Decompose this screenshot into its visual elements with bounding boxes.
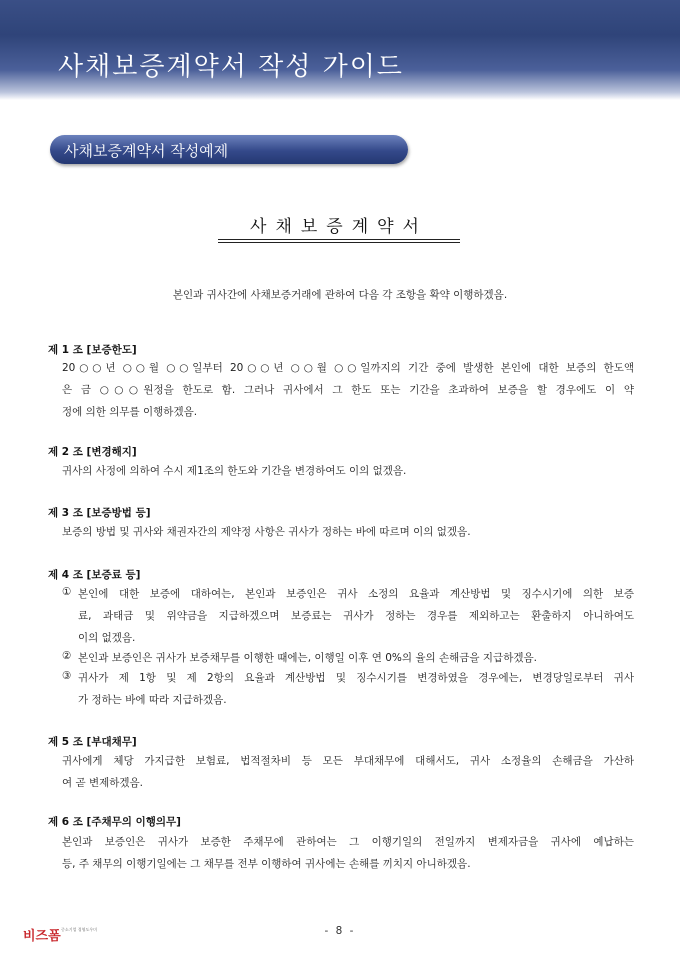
article-4-item-line: 본인에 대한 보증에 대하여는, 본인과 보증인은 귀사 소정의 요율과 계산방법 및 징수시기에 의한 보증: [78, 588, 634, 600]
guide-title: 사채보증계약서 작성 가이드: [58, 52, 404, 82]
logo-text: 비즈폼: [23, 929, 61, 944]
article-1-heading: 제 1 조 [보증한도]: [48, 344, 137, 356]
title-underline-2: [218, 242, 460, 243]
item-mark: ①: [62, 586, 72, 598]
article-6-line: 본인과 보증인은 귀사가 보증한 주채무에 관하여는 그 이행기일의 전일까지 변제자금을 귀사에 예납하는: [62, 836, 634, 848]
document-title: 사채보증계약서: [250, 217, 428, 237]
article-5-line: 여 곧 변제하겠음.: [62, 777, 144, 789]
article-4-item-line: 귀사가 제 1항 및 제 2항의 요율과 계산방법 및 징수시기를 변경하였을 경우에는, 변경당일로부터 귀사: [78, 672, 634, 684]
article-4-item-line: 료, 과태금 및 위약금을 지급하겠으며 보증료는 귀사가 정하는 경우를 제외하고는 환출하지 아니하여도: [78, 610, 634, 622]
logo-tagline: 중소기업 경영도우미: [61, 927, 98, 932]
page-number: - 8 -: [324, 925, 356, 937]
article-3-line: 보증의 방법 및 귀사와 채권자간의 제약정 사항은 귀사가 정하는 바에 따르며 이의 없겠음.: [62, 526, 471, 538]
article-5-line: 귀사에게 체당 가지급한 보험료, 법적절차비 등 모든 부대채무에 대해서도, 귀사 소정율의 손해금을 가산하: [62, 755, 634, 767]
article-6-line: 등, 주 채무의 이행기일에는 그 채무를 전부 이행하여 귀사에는 손해를 끼치지 아니하겠음.: [62, 858, 471, 870]
item-mark: ③: [62, 670, 72, 682]
article-6-heading: 제 6 조 [주채무의 이행의무]: [48, 816, 181, 828]
article-4-heading: 제 4 조 [보증료 등]: [48, 569, 141, 581]
bizform-logo: [23, 925, 113, 945]
article-4-item-line: 가 정하는 바에 따라 지급하겠음.: [78, 694, 227, 706]
article-4-item-line: 이의 없겠음.: [78, 632, 136, 644]
article-2-line: 귀사의 사정에 의하여 수시 제1조의 한도와 기간을 변경하여도 이의 없겠음.: [62, 465, 407, 477]
item-mark: ②: [62, 650, 72, 662]
header-banner: [0, 0, 680, 100]
article-1-line: 20○○년 ○○월 ○○일부터 20○○년 ○○월 ○○일까지의 기간 중에 발생한 본인에 대한 보증의 한도액: [62, 362, 634, 374]
intro-text: 본인과 귀사간에 사채보증거래에 관하여 다음 각 조항을 확약 이행하겠음.: [172, 289, 508, 301]
article-5-heading: 제 5 조 [부대채무]: [48, 736, 137, 748]
article-1-line: 은 금 ○○○원정을 한도로 함. 그러나 귀사에서 그 한도 또는 기간을 초과하여 보증을 할 경우에도 이 약: [62, 384, 634, 396]
section-label-text: 사채보증계약서 작성예제: [64, 142, 229, 160]
section-label: [50, 135, 408, 164]
article-1-line: 정에 의한 의무를 이행하겠음.: [62, 406, 198, 418]
title-underline: [218, 239, 460, 240]
article-2-heading: 제 2 조 [변경해지]: [48, 446, 137, 458]
article-3-heading: 제 3 조 [보증방법 등]: [48, 507, 151, 519]
article-4-item-line: 본인과 보증인은 귀사가 보증채무를 이행한 때에는, 이행일 이후 연 0%의 율의 손해금을 지급하겠음.: [78, 652, 537, 664]
